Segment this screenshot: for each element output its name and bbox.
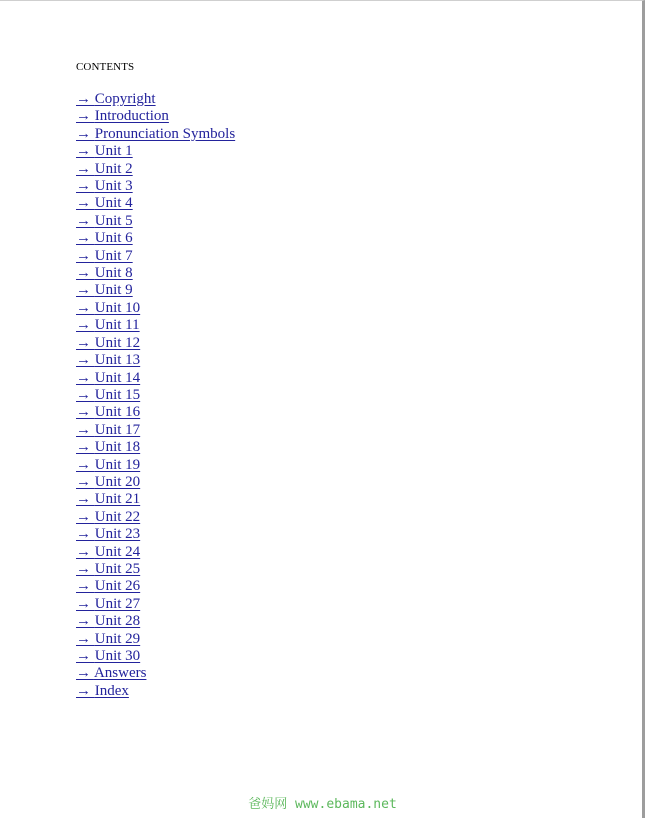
toc-link-unit-14[interactable] — [76, 370, 140, 387]
arrow-right-icon: → — [76, 491, 91, 508]
toc-link-label: Answers — [93, 665, 147, 682]
arrow-right-icon: → — [76, 613, 91, 630]
toc-link-label: Unit 26 — [94, 578, 141, 595]
arrow-right-icon: → — [76, 404, 91, 421]
toc-link-unit-19[interactable] — [76, 457, 140, 474]
arrow-right-icon: → — [76, 665, 91, 682]
arrow-right-icon: → — [76, 526, 91, 543]
toc-link-label: Unit 27 — [94, 595, 141, 612]
toc-link-label: Unit 15 — [94, 386, 141, 403]
toc-link-unit-2[interactable] — [76, 161, 133, 178]
toc-link-label: Unit 6 — [94, 230, 133, 247]
toc-link-unit-27[interactable] — [76, 596, 140, 613]
toc-link-label: Unit 24 — [94, 543, 141, 560]
toc-link-label: Unit 29 — [94, 630, 141, 647]
toc-link-unit-23[interactable] — [76, 526, 140, 543]
toc-link-label: Unit 1 — [94, 143, 133, 160]
arrow-right-icon: → — [76, 108, 91, 125]
arrow-right-icon: → — [76, 369, 91, 386]
toc-link-label: Unit 25 — [94, 560, 141, 577]
arrow-right-icon: → — [76, 230, 91, 247]
arrow-right-icon: → — [76, 648, 91, 664]
toc-link-label: Unit 16 — [94, 404, 141, 421]
toc-link-introduction[interactable] — [76, 108, 169, 125]
arrow-right-icon: → — [76, 125, 91, 142]
toc-link-unit-4[interactable] — [76, 195, 133, 212]
toc-link-label: Unit 8 — [94, 265, 133, 282]
toc-link-label: Unit 13 — [94, 352, 141, 369]
toc-link-label: Unit 28 — [94, 613, 141, 630]
toc-link-label: Unit 20 — [94, 473, 141, 490]
toc-link-unit-21[interactable] — [76, 491, 140, 508]
toc-link-unit-22[interactable] — [76, 509, 140, 526]
toc-link-label: Unit 18 — [94, 439, 141, 456]
toc-link-label: Introduction — [94, 108, 169, 125]
toc-link-unit-29[interactable] — [76, 631, 140, 648]
arrow-right-icon: → — [76, 439, 91, 456]
arrow-right-icon: → — [76, 160, 91, 177]
watermark-text: 爸妈网 www.ebama.net — [248, 797, 397, 812]
arrow-right-icon: → — [76, 265, 91, 282]
arrow-right-icon: → — [76, 91, 91, 107]
toc-link-label: Unit 4 — [94, 195, 133, 212]
toc-link-unit-30[interactable] — [76, 648, 140, 665]
toc-link-answers[interactable] — [76, 665, 146, 682]
arrow-right-icon: → — [76, 317, 91, 334]
toc-link-unit-18[interactable] — [76, 439, 140, 456]
arrow-right-icon: → — [76, 334, 91, 351]
arrow-right-icon: → — [76, 195, 91, 212]
arrow-right-icon: → — [76, 386, 91, 403]
toc-link-unit-10[interactable] — [76, 300, 140, 317]
toc-link-unit-20[interactable] — [76, 474, 140, 491]
arrow-right-icon: → — [76, 212, 91, 229]
arrow-right-icon: → — [76, 543, 91, 560]
toc-link-unit-9[interactable] — [76, 282, 133, 299]
toc-link-unit-6[interactable] — [76, 230, 133, 247]
toc-link-label: Unit 9 — [94, 282, 133, 299]
toc-link-unit-3[interactable] — [76, 178, 133, 195]
table-of-contents — [76, 91, 235, 700]
toc-link-copyright[interactable] — [76, 91, 156, 108]
toc-link-label: Pronunciation Symbols — [94, 125, 236, 142]
arrow-right-icon: → — [76, 560, 91, 577]
toc-link-label: Unit 2 — [94, 160, 133, 177]
toc-link-index[interactable] — [76, 683, 129, 700]
arrow-right-icon: → — [76, 421, 91, 438]
toc-link-unit-5[interactable] — [76, 213, 133, 230]
arrow-right-icon: → — [76, 473, 91, 490]
toc-link-unit-7[interactable] — [76, 248, 133, 265]
toc-link-pronunciation-symbols[interactable] — [76, 126, 235, 143]
toc-link-unit-17[interactable] — [76, 422, 140, 439]
arrow-right-icon: → — [76, 247, 91, 264]
toc-link-unit-25[interactable] — [76, 561, 140, 578]
arrow-right-icon: → — [76, 299, 91, 316]
toc-link-label: Copyright — [94, 91, 156, 107]
toc-link-label: Unit 12 — [94, 334, 141, 351]
toc-link-unit-26[interactable] — [76, 578, 140, 595]
toc-link-label: Unit 22 — [94, 508, 141, 525]
toc-link-unit-12[interactable] — [76, 335, 140, 352]
toc-link-label: Index — [94, 682, 129, 699]
toc-link-label: Unit 17 — [94, 421, 141, 438]
arrow-right-icon: → — [76, 508, 91, 525]
arrow-right-icon: → — [76, 595, 91, 612]
arrow-right-icon: → — [76, 143, 91, 160]
toc-link-unit-8[interactable] — [76, 265, 133, 282]
contents-heading: CONTENTS — [76, 61, 135, 73]
toc-link-unit-16[interactable] — [76, 404, 140, 421]
arrow-right-icon: → — [76, 282, 91, 299]
toc-link-label: Unit 14 — [94, 369, 141, 386]
toc-link-label: Unit 21 — [94, 491, 141, 508]
toc-link-unit-1[interactable] — [76, 143, 133, 160]
arrow-right-icon: → — [76, 178, 91, 195]
arrow-right-icon: → — [76, 682, 91, 699]
toc-link-unit-28[interactable] — [76, 613, 140, 630]
toc-link-unit-24[interactable] — [76, 544, 140, 561]
toc-link-label: Unit 19 — [94, 456, 141, 473]
toc-link-unit-11[interactable] — [76, 317, 140, 334]
arrow-right-icon: → — [76, 630, 91, 647]
arrow-right-icon: → — [76, 456, 91, 473]
toc-link-label: Unit 10 — [94, 299, 141, 316]
toc-link-label: Unit 5 — [94, 212, 133, 229]
toc-link-unit-13[interactable] — [76, 352, 140, 369]
toc-link-label: Unit 3 — [94, 178, 133, 195]
arrow-right-icon: → — [76, 578, 91, 595]
toc-link-unit-15[interactable] — [76, 387, 140, 404]
toc-link-label: Unit 23 — [94, 526, 141, 543]
toc-link-label: Unit 11 — [94, 317, 140, 334]
toc-link-label: Unit 30 — [94, 648, 141, 664]
arrow-right-icon: → — [76, 352, 91, 369]
toc-link-label: Unit 7 — [94, 247, 133, 264]
